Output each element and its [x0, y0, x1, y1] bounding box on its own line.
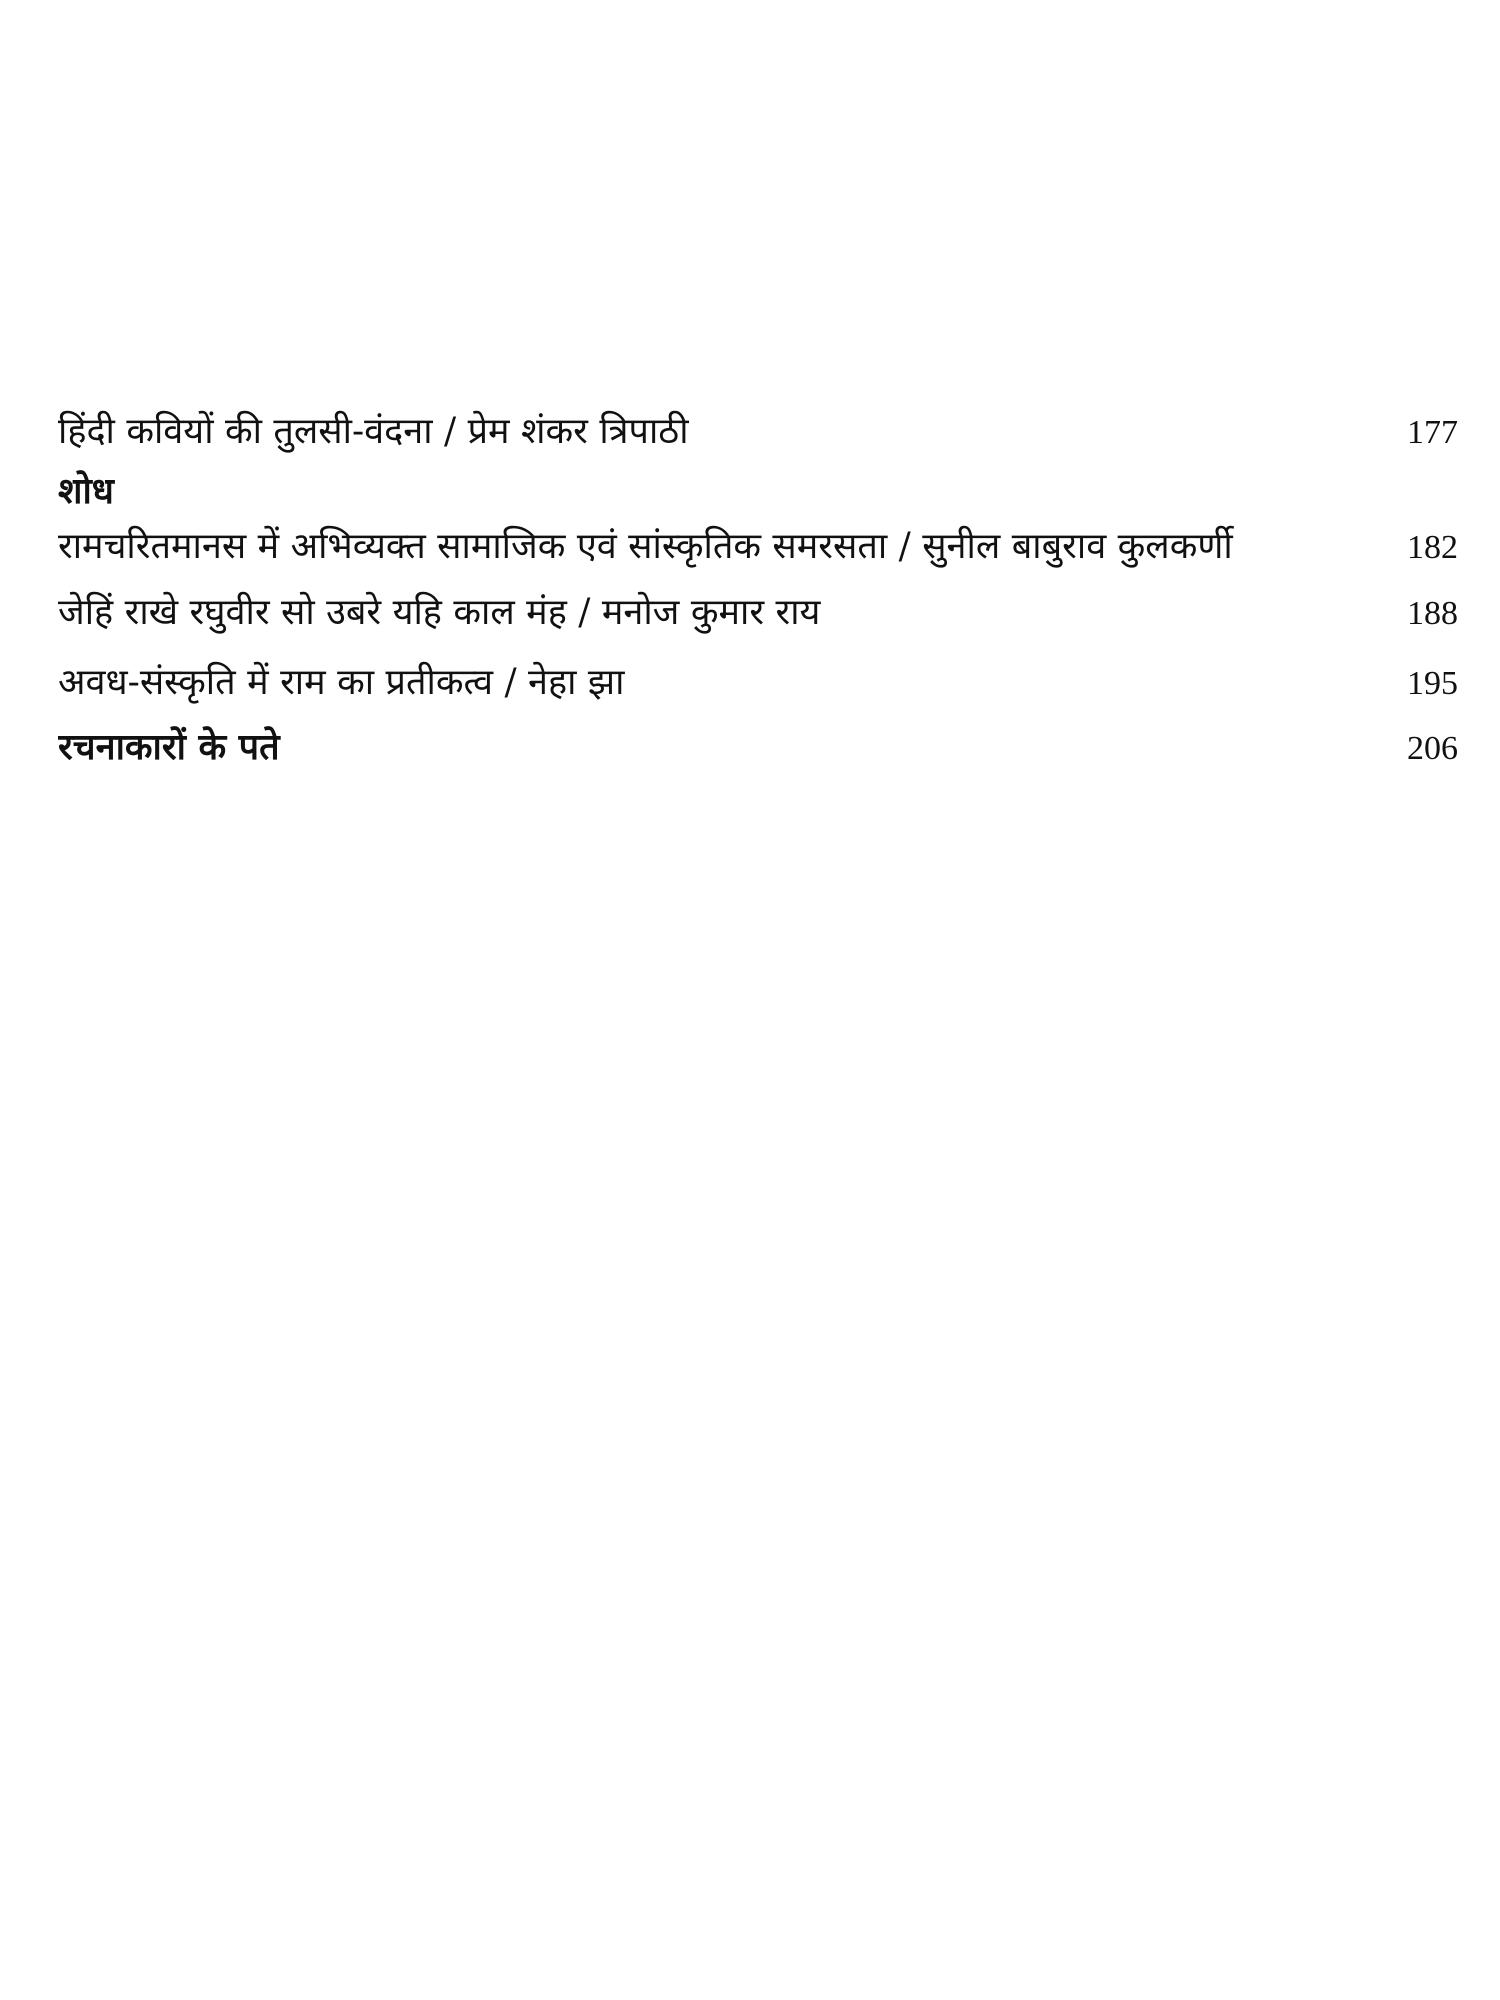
toc-entry	[58, 661, 1458, 705]
toc-entry-page: 182	[1407, 528, 1458, 566]
toc-entry-title: अवध-संस्कृति में राम का प्रतीकत्व / नेहा झा	[58, 661, 625, 703]
toc-entry-title: रामचरितमानस में अभिव्यक्त सामाजिक एवं सांस्कृतिक समरसता / सुनील बाबुराव कुलकर्णी	[58, 525, 1233, 567]
toc-entry-page: 188	[1407, 594, 1458, 632]
toc-entry	[58, 410, 1458, 454]
section-heading: शोध	[58, 469, 114, 512]
toc-entry-page: 177	[1407, 414, 1458, 451]
toc-entry-contributors	[58, 726, 1458, 770]
toc-entry	[58, 525, 1458, 569]
toc-entry-title: हिंदी कवियों की तुलसी-वंदना / प्रेम शंकर त्रिपाठी	[58, 411, 689, 452]
toc-entry-page: 195	[1407, 664, 1458, 702]
toc-entry-page: 206	[1407, 730, 1458, 768]
toc-entry-title: जेहिं राखे रघुवीर सो उबरे यहि काल मंह / मनोज कुमार राय	[58, 591, 821, 633]
toc-entry	[58, 591, 1458, 635]
table-of-contents	[58, 410, 1458, 770]
toc-entry-title: रचनाकारों के पते	[58, 726, 280, 769]
